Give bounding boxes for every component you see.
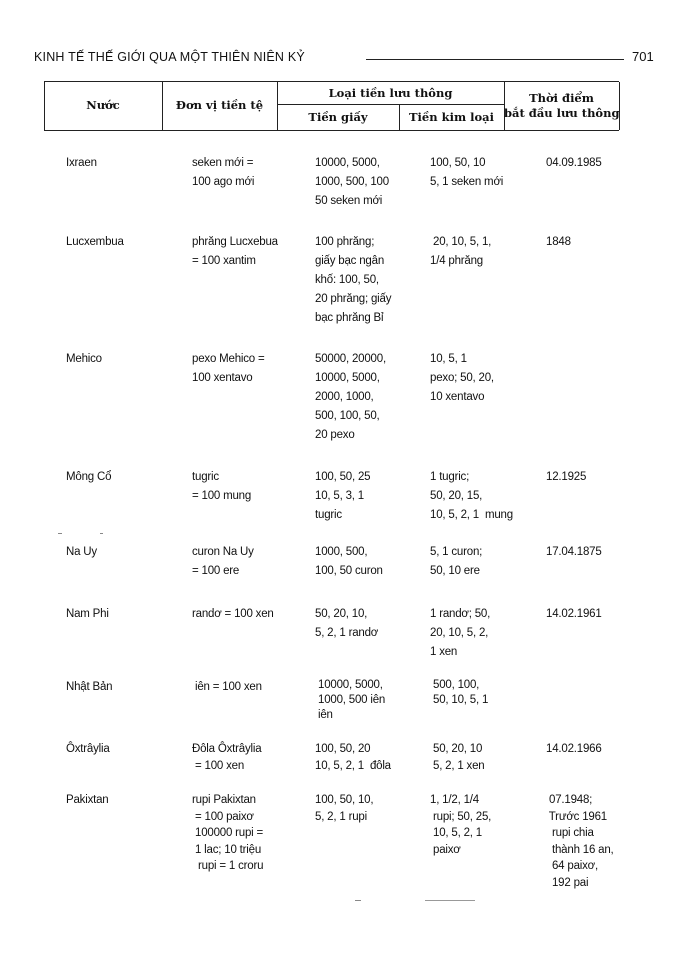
date-cell: 17.04.1875: [546, 546, 602, 558]
col-date-header-line1: Thời điểm: [529, 91, 594, 105]
paper-cell: 100, 50, 10, 5, 2, 1 rupi: [315, 794, 374, 823]
metal-cell: 100, 50, 10 5, 1 seken mới: [430, 157, 504, 188]
date-cell: 1848: [546, 236, 571, 248]
country-cell: Nam Phi: [66, 608, 109, 620]
metal-cell: 1 tugric; 50, 20, 15, 10, 5, 2, 1 mung: [430, 471, 513, 521]
metal-cell: 500, 100, 50, 10, 5, 1: [432, 679, 489, 706]
scan-speck: [58, 533, 62, 534]
unit-cell: seken mới = 100 ago mới: [192, 157, 255, 188]
running-head: [34, 50, 654, 70]
unit-cell: tugric = 100 mung: [192, 471, 252, 502]
running-head-rule: [366, 59, 624, 60]
scan-speck: [100, 533, 103, 534]
country-cell: Ôxtrâylia: [66, 743, 110, 755]
country-cell: Na Uy: [66, 546, 97, 558]
country-cell: Pakixtan: [66, 794, 109, 806]
col-paper-header: Tiền giấy: [308, 110, 368, 124]
col-date-header-line2: bắt đầu lưu thông: [504, 106, 620, 120]
table-header: [44, 81, 619, 131]
col-metal-header: Tiền kim loại: [409, 110, 494, 124]
paper-cell: 50, 20, 10, 5, 2, 1 randơ: [315, 608, 379, 639]
unit-cell: phrăng Lucxebua = 100 xantim: [192, 236, 278, 267]
unit-cell: curon Na Uy = 100 ere: [192, 546, 254, 577]
page-number: 701: [632, 49, 654, 64]
date-cell: 14.02.1961: [546, 608, 602, 620]
country-cell: Nhật Bản: [66, 681, 113, 693]
col-circulation-header: Loại tiền lưu thông: [328, 86, 453, 100]
date-cell: 07.1948; Trước 1961 rupi chia thành 16 an, 64 paixơ, 192 pai: [548, 794, 614, 889]
country-cell: Mông Cổ: [66, 471, 112, 483]
country-cell: Lucxembua: [66, 236, 124, 248]
date-cell: 04.09.1985: [546, 157, 602, 169]
metal-cell: 1, 1/2, 1/4 rupi; 50, 25, 10, 5, 2, 1 paixơ: [430, 794, 492, 856]
header-subrule: [277, 104, 504, 105]
unit-cell: iên = 100 xen: [192, 681, 262, 693]
metal-cell: 5, 1 curon; 50, 10 ere: [430, 546, 483, 577]
unit-cell: rupi Pakixtan = 100 paixơ 100000 rupi = 1 lac; 10 triệu rupi = 1 croru: [192, 794, 264, 872]
col-unit-header: Đơn vị tiền tệ: [175, 98, 264, 112]
paper-cell: 10000, 5000, 1000, 500, 100 50 seken mới: [315, 157, 389, 207]
unit-cell: randơ = 100 xen: [192, 608, 274, 620]
paper-cell: 1000, 500, 100, 50 curon: [315, 546, 383, 577]
metal-cell: 1 randơ; 50, 20, 10, 5, 2, 1 xen: [430, 608, 491, 658]
metal-cell: 20, 10, 5, 1, 1/4 phrăng: [430, 236, 492, 267]
country-cell: Mehico: [66, 353, 102, 365]
paper-cell: 50000, 20000, 10000, 5000, 2000, 1000, 500, 100, 50, 20 pexo: [315, 353, 386, 441]
scan-speck: [355, 900, 361, 901]
paper-cell: 100, 50, 25 10, 5, 3, 1 tugric: [315, 471, 371, 521]
metal-cell: 50, 20, 10 5, 2, 1 xen: [432, 743, 485, 772]
running-head-title: KINH TẾ THẾ GIỚI QUA MỘT THIÊN NIÊN KỶ: [34, 50, 305, 64]
date-cell: 12.1925: [546, 471, 587, 483]
scan-speck: [425, 900, 475, 901]
col-country-header: Nước: [86, 98, 120, 112]
paper-cell: 10000, 5000, 1000, 500 iên iên: [317, 679, 386, 721]
date-cell: 14.02.1966: [546, 743, 602, 755]
unit-cell: Đôla Ôxtrâylia = 100 xen: [192, 743, 262, 772]
paper-cell: 100, 50, 20 10, 5, 2, 1 đôla: [315, 743, 391, 772]
paper-cell: 100 phrăng; giấy bạc ngân khố: 100, 50, 20 phrăng; giấy bạc phrăng Bỉ: [315, 236, 392, 324]
country-cell: Ixraen: [66, 157, 97, 169]
unit-cell: pexo Mehico = 100 xentavo: [192, 353, 265, 384]
metal-cell: 10, 5, 1 pexo; 50, 20, 10 xentavo: [430, 353, 494, 403]
